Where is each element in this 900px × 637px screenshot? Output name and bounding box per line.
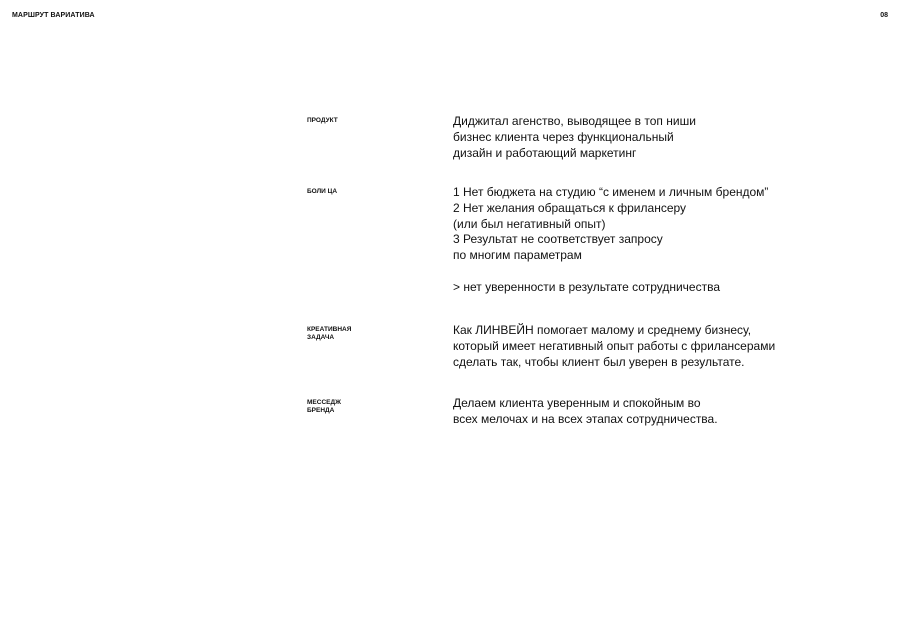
content-line: Диджитал агенство, выводящее в топ ниши	[453, 114, 696, 128]
label-line: ПРОДУКТ	[307, 117, 338, 124]
label-line: БРЕНДА	[307, 407, 335, 414]
content-line: который имеет негативный опыт работы с фрилансерами	[453, 338, 776, 353]
section-content	[453, 323, 893, 370]
label-line: ЗАДАЧА	[307, 334, 335, 341]
label-line: КРЕАТИВНАЯ	[307, 326, 352, 333]
section-label	[307, 326, 427, 342]
content-line: Делаем клиента уверенным и спокойным во	[453, 396, 701, 410]
section-content	[453, 185, 893, 296]
section-content	[453, 114, 893, 161]
page-number: 08	[880, 12, 888, 19]
content-line: всех мелочах и на всех этапах сотрудничества.	[453, 411, 718, 426]
conclusion-line: > нет уверенности в результате сотрудничества	[453, 279, 720, 294]
content-line: дизайн и работающий маркетинг	[453, 145, 637, 160]
section-content	[453, 396, 893, 428]
content-line: сделать так, чтобы клиент был уверен в результате.	[453, 354, 745, 369]
document-title: МАРШРУТ ВАРИАТИВА	[12, 12, 95, 19]
spacer	[453, 264, 893, 280]
content-line: 3 Результат не соответствует запросу	[453, 232, 663, 247]
section-label	[307, 188, 427, 196]
label-line: МЕССЕДЖ	[307, 399, 341, 406]
content-line: Как ЛИНВЕЙН помогает малому и среднему бизнесу,	[453, 323, 752, 337]
label-line: БОЛИ ЦА	[307, 188, 338, 195]
content-line: по многим параметрам	[453, 248, 582, 263]
content-line: бизнес клиента через функциональный	[453, 129, 674, 144]
section-label	[307, 117, 427, 125]
content-line: 1 Нет бюджета на студию “с именем и личным брендом”	[453, 185, 769, 199]
content-line: (или был негативный опыт)	[453, 216, 606, 231]
section-label	[307, 399, 427, 415]
content-line: 2 Нет желания обращаться к фрилансеру	[453, 200, 687, 215]
